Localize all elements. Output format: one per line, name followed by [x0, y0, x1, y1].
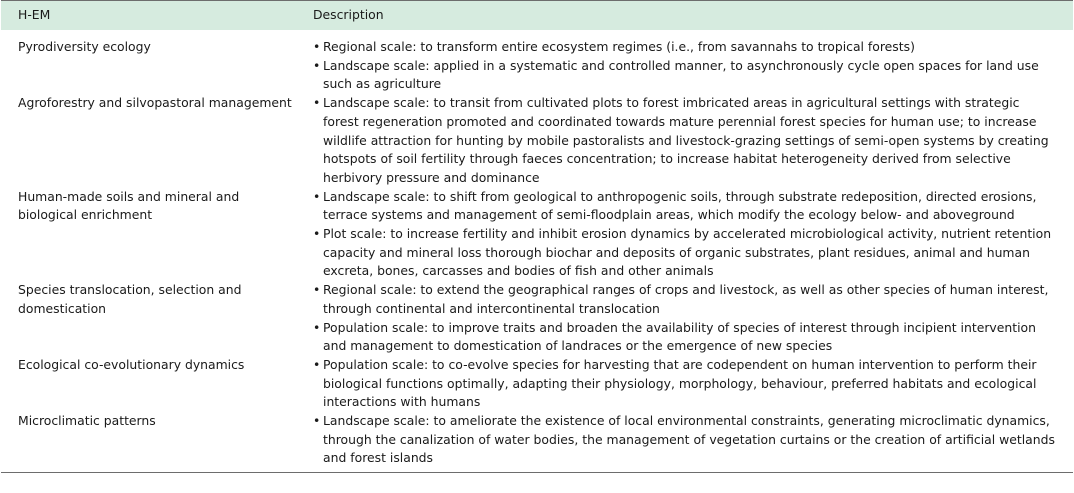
- description-item: [313, 319, 1059, 356]
- bullet-icon: •: [313, 57, 321, 73]
- description-item: [313, 188, 1059, 225]
- column-header-description: Description: [297, 1, 1073, 31]
- description-item: [313, 38, 1059, 57]
- description-item: [313, 356, 1059, 412]
- description-item: [313, 281, 1059, 318]
- hem-cell: [1, 281, 297, 356]
- description-text: Population scale: to improve traits and broaden the availability of species of interest through incipient intervention and management to domestication of landraces or the emergence of new species: [323, 319, 1036, 354]
- description-text: Regional scale: to extend the geographical ranges of crops and livestock, as well as other species of human interest, through continental and intercontinental translocation: [323, 282, 1049, 316]
- column-header-hem: H-EM: [1, 1, 297, 31]
- hem-name: Human-made soils and mineral and biological enrichment: [18, 188, 240, 223]
- table-row: [1, 188, 1073, 282]
- description-text: Population scale: to co-evolve species for harvesting that are codependent on human intervention to perform their biological functions optimally, adapting their physiology, morphology, behaviour, preferred habitats and ecological interactions with humans: [323, 356, 1037, 410]
- description-cell: [297, 94, 1073, 188]
- hem-name: Species translocation, selection and domestication: [18, 282, 242, 316]
- description-list: [313, 188, 1059, 282]
- table-row: [1, 356, 1073, 412]
- description-cell: [297, 356, 1073, 412]
- bullet-icon: •: [313, 413, 321, 429]
- description-text: Landscape scale: applied in a systematic and controlled manner, to asynchronously cycle open spaces for land use such as agriculture: [323, 57, 1039, 92]
- bullet-icon: •: [313, 39, 321, 54]
- hem-cell: [1, 356, 297, 412]
- description-text: Landscape scale: to ameliorate the existence of local environmental constraints, generating microclimatic dynamics, through the canalization of water bodies, the management of vegetation curtains or the creation of artificial wetlands and forest islands: [323, 413, 1055, 466]
- hem-cell: [1, 94, 297, 188]
- table-row: [1, 94, 1073, 188]
- hem-name: Pyrodiversity ecology: [18, 39, 151, 54]
- bullet-icon: •: [313, 188, 321, 204]
- hem-cell: [1, 412, 297, 473]
- bullet-icon: •: [313, 356, 321, 372]
- hem-description-table: [1, 0, 1073, 473]
- description-list: [313, 412, 1059, 468]
- description-cell: [297, 30, 1073, 94]
- hem-cell: [1, 188, 297, 282]
- hem-name: Ecological co-evolutionary dynamics: [18, 356, 245, 372]
- description-cell: [297, 281, 1073, 356]
- description-text: Regional scale: to transform entire ecosystem regimes (i.e., from savannahs to tropical forests): [323, 39, 915, 54]
- bullet-icon: •: [313, 95, 321, 111]
- bullet-icon: •: [313, 319, 321, 335]
- description-cell: [297, 188, 1073, 282]
- description-item: [313, 94, 1059, 188]
- hem-cell: [1, 30, 297, 94]
- description-list: [313, 281, 1059, 356]
- table-row: [1, 281, 1073, 356]
- table-row: [1, 30, 1073, 94]
- description-text: Landscape scale: to shift from geological to anthropogenic soils, through substrate redeposition, directed erosions, terrace systems and management of semi-floodplain areas, which modify the ecology below- and aboveground: [323, 188, 1037, 223]
- description-cell: [297, 412, 1073, 473]
- description-text: Landscape scale: to transit from cultivated plots to forest imbricated areas in agricultural settings with strategic forest regeneration promoted and coordinated towards mature perennial forest species for human use; to increase wildlife attraction for hunting by mobile pastoralists and livestock-grazing settings of semi-open systems by creating hotspots of soil fertility through faeces concentration; to increase habitat heterogeneity derived from selective herbivory pressure and dominance: [323, 95, 1049, 185]
- table-header-row: [1, 1, 1073, 31]
- description-item: [313, 57, 1059, 94]
- hem-name: Agroforestry and silvopastoral management: [18, 95, 292, 111]
- description-list: [313, 356, 1059, 412]
- description-list: [313, 94, 1059, 188]
- bullet-icon: •: [313, 226, 321, 242]
- description-list: [313, 38, 1059, 94]
- hem-name: Microclimatic patterns: [18, 413, 156, 429]
- description-item: [313, 225, 1059, 281]
- description-text: Plot scale: to increase fertility and inhibit erosion dynamics by accelerated microbiological activity, nutrient retention capacity and mineral loss thorough biochar and deposits of organic substrates, plant residues, animal and human excreta, bones, carcasses and bodies of fish and other animals: [323, 226, 1052, 279]
- description-item: [313, 412, 1059, 468]
- table-row: [1, 412, 1073, 473]
- bullet-icon: •: [313, 282, 321, 298]
